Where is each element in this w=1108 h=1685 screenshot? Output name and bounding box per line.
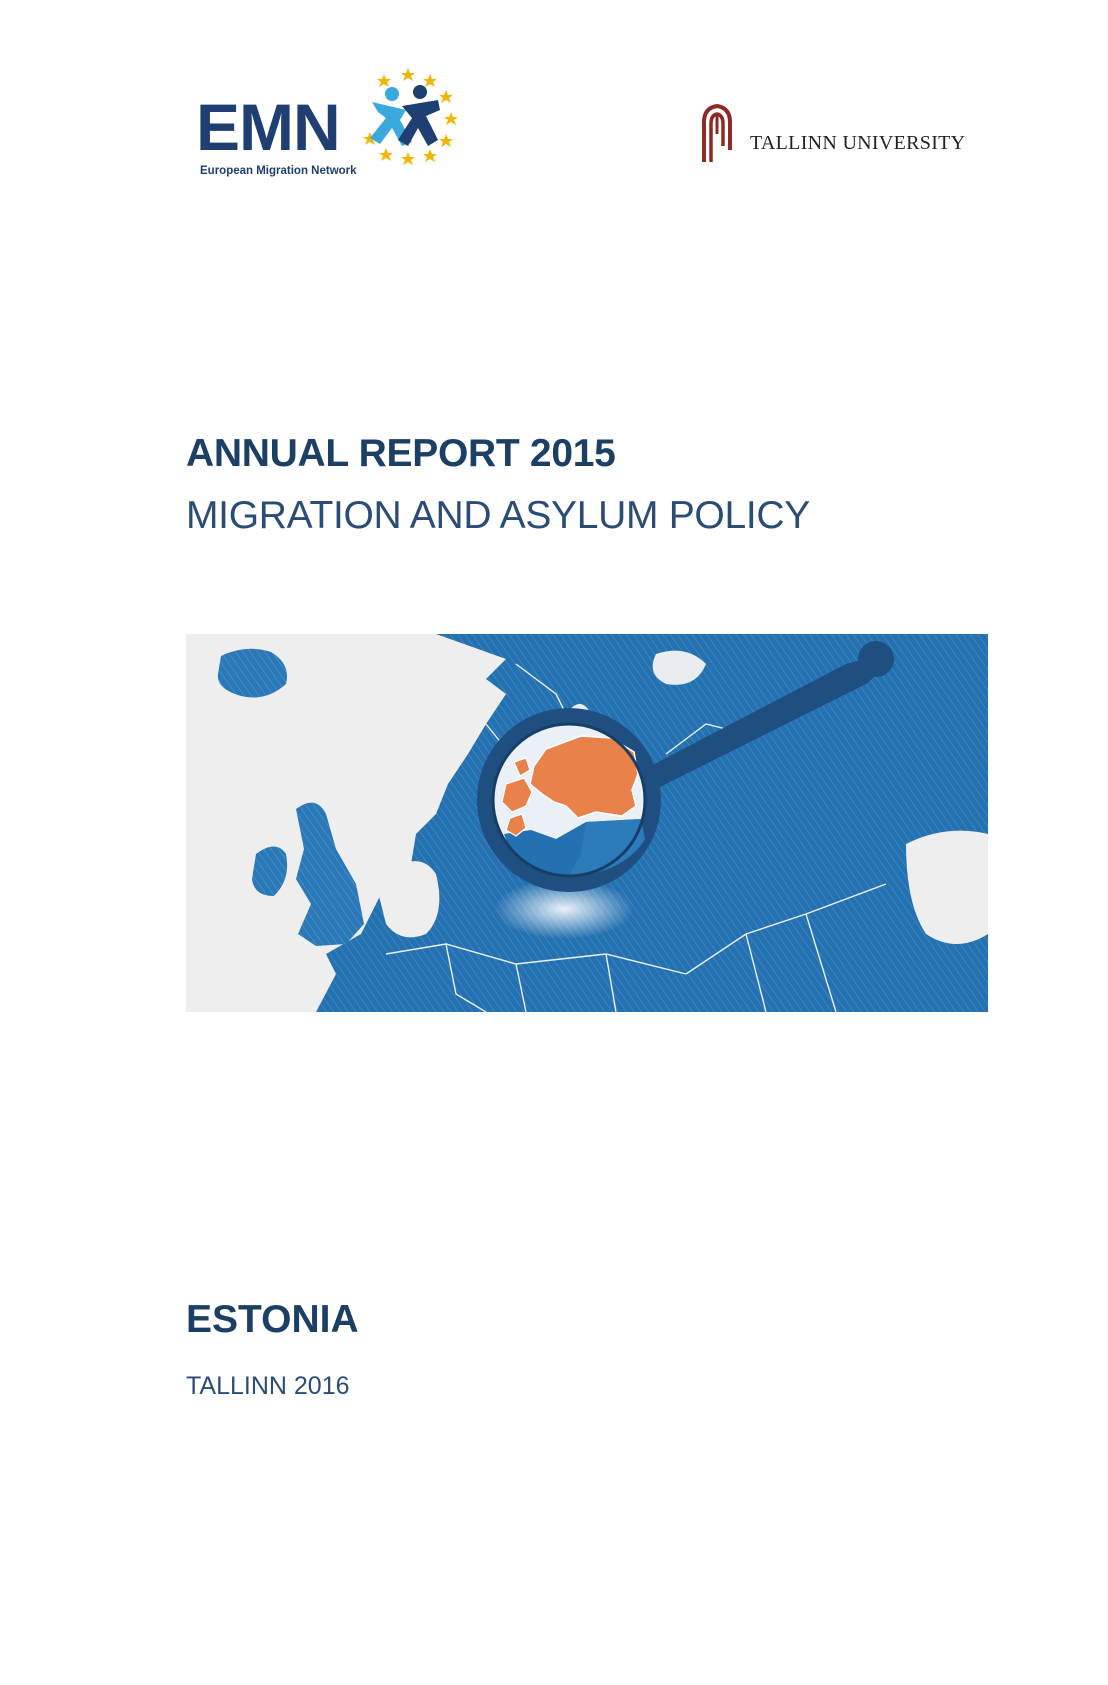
country-name: ESTONIA [186, 1298, 359, 1341]
tallinn-university-name: TALLINN UNIVERSITY [750, 132, 966, 154]
emn-logo [196, 66, 456, 186]
place-and-year: TALLINN 2016 [186, 1372, 350, 1400]
report-subtitle: MIGRATION AND ASYLUM POLICY [186, 494, 810, 537]
emn-figures-stars-icon [358, 66, 458, 166]
tallinn-university-arch-icon [700, 104, 734, 164]
emn-subtitle: European Migration Network [200, 165, 357, 177]
europe-map-magnifier-image [186, 634, 988, 1012]
tallinn-university-logo [700, 104, 980, 164]
emn-wordmark: EMN [196, 90, 340, 164]
report-title: ANNUAL REPORT 2015 [186, 432, 616, 475]
